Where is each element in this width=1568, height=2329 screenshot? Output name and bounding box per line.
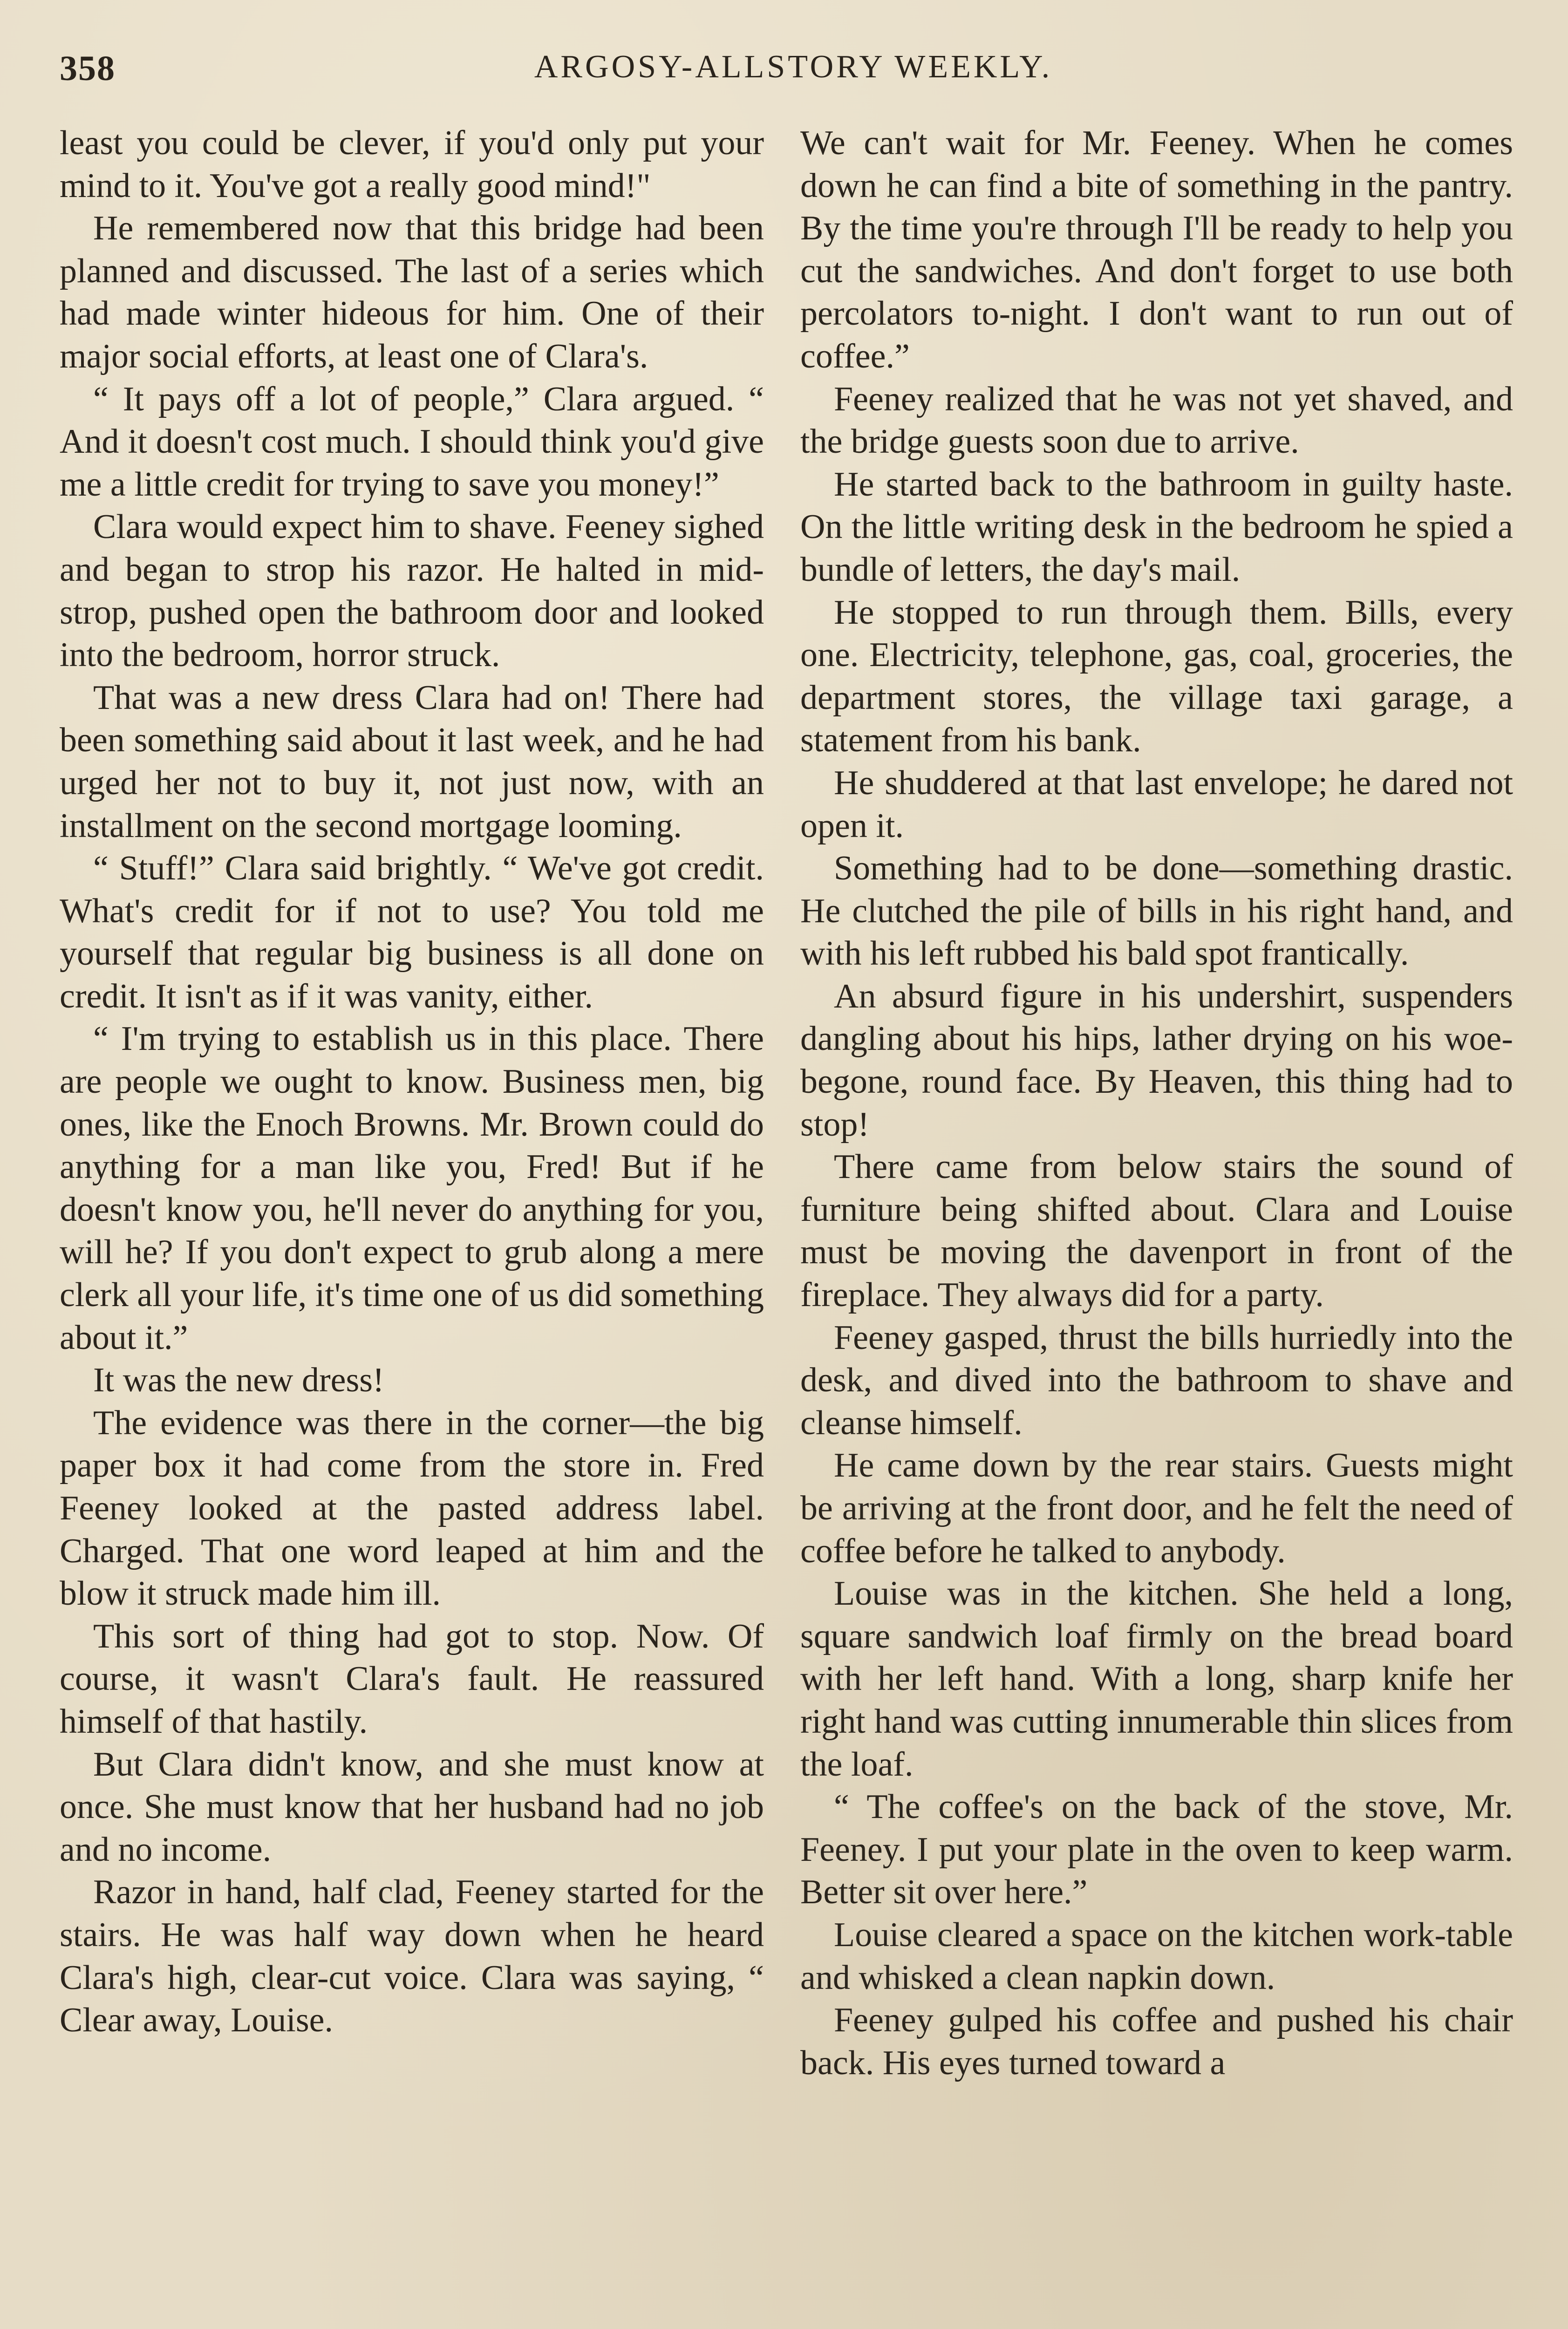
left-column <box>60 122 764 2329</box>
paragraph: He started back to the bathroom in guilty haste. On the little writing desk in the bedroom he spied a bundle of letters, the day's mail. <box>800 465 1513 589</box>
paragraph: It was the new dress! <box>93 1361 384 1400</box>
paragraph: But Clara didn't know, and she must know at once. She must know that her husband had no job and no income. <box>60 1745 764 1869</box>
paragraph: This sort of thing had got to stop. Now. Of course, it wasn't Clara's fault. He reassured himself of that hastily. <box>60 1617 764 1741</box>
paragraph: An absurd figure in his undershirt, suspenders dangling about his hips, lather drying on his woe-begone, round face. By Heaven, this thing had to stop! <box>800 977 1513 1144</box>
paragraph: Feeney gasped, thrust the bills hurriedly into the desk, and dived into the bathroom to shave and cleanse himself. <box>800 1318 1513 1442</box>
paragraph: least you could be clever, if you'd only put your mind to it. You've got a really good mind!" <box>60 124 764 205</box>
right-column <box>800 122 1513 2329</box>
paragraph: Feeney realized that he was not yet shaved, and the bridge guests soon due to arrive. <box>800 380 1513 461</box>
paragraph: Feeney gulped his coffee and pushed his chair back. His eyes turned toward a <box>800 2001 1513 2082</box>
paragraph: Louise cleared a space on the kitchen work-table and whisked a clean napkin down. <box>800 1915 1513 1997</box>
paragraph: “ Stuff!” Clara said brightly. “ We've got credit. What's credit for if not to use? You told me yourself that regular big business is all done on credit. It isn't as if it was vanity, either. <box>60 849 764 1015</box>
paragraph: He stopped to run through them. Bills, every one. Electricity, telephone, gas, coal, groceries, the department stores, the village taxi garage, a statement from his bank. <box>800 593 1513 760</box>
paragraph: “ The coffee's on the back of the stove, Mr. Feeney. I put your plate in the oven to keep warm. Better sit over here.” <box>800 1788 1513 1912</box>
paragraph: He shuddered at that last envelope; he dared not open it. <box>800 763 1513 845</box>
running-head: ARGOSY-ALLSTORY WEEKLY. <box>534 49 1053 85</box>
paragraph: He came down by the rear stairs. Guests might be arriving at the front door, and he felt the need of coffee before he talked to anybody. <box>800 1446 1513 1570</box>
paragraph: “ It pays off a lot of people,” Clara argued. “ And it doesn't cost much. I should think you'd give me a little credit for trying to save you money!” <box>60 380 764 504</box>
paragraph: We can't wait for Mr. Feeney. When he comes down he can find a bite of something in the pantry. By the time you're through I'll be ready to help you cut the sandwiches. And don't forget to use both percolators to-night. I don't want to run out of coffee.” <box>800 124 1513 375</box>
paragraph: There came from below stairs the sound of furniture being shifted about. Clara and Louise must be moving the davenport in front of the fireplace. They always did for a party. <box>800 1148 1513 1314</box>
paragraph: Razor in hand, half clad, Feeney started for the stairs. He was half way down when he heard Clara's high, clear-cut voice. Clara was saying, “ Clear away, Louise. <box>60 1873 764 2040</box>
paragraph: The evidence was there in the corner—the big paper box it had come from the store in. Fred Feeney looked at the pasted address label. Charged. That one word leaped at him and the blow it struck made him ill. <box>60 1403 764 1613</box>
paragraph: He remembered now that this bridge had been planned and discussed. The last of a series which had made winter hideous for him. One of their major social efforts, at least one of Clara's. <box>60 209 764 375</box>
paragraph: That was a new dress Clara had on! There had been something said about it last week, and he had urged her not to buy it, not just now, with an installment on the second mortgage looming. <box>60 678 764 845</box>
paragraph: Louise was in the kitchen. She held a long, square sandwich loaf firmly on the bread board with her left hand. With a long, sharp knife her right hand was cutting innumerable thin slices from the loaf. <box>800 1574 1513 1784</box>
paragraph: Clara would expect him to shave. Feeney sighed and began to strop his razor. He halted in mid-strop, pushed open the bathroom door and looked into the bedroom, horror struck. <box>60 508 764 674</box>
page-header <box>60 45 1527 101</box>
page-number: 358 <box>60 49 116 88</box>
paragraph: Something had to be done—something drastic. He clutched the pile of bills in his right hand, and with his left rubbed his bald spot frantically. <box>800 849 1513 973</box>
paragraph: “ I'm trying to establish us in this place. There are people we ought to know. Business men, big ones, like the Enoch Browns. Mr. Brown could do anything for a man like you, Fred! But if he doesn't know you, he'll never do anything for you, will he? If you don't expect to grub along a mere clerk all your life, it's time one of us did something about it.” <box>60 1020 764 1357</box>
